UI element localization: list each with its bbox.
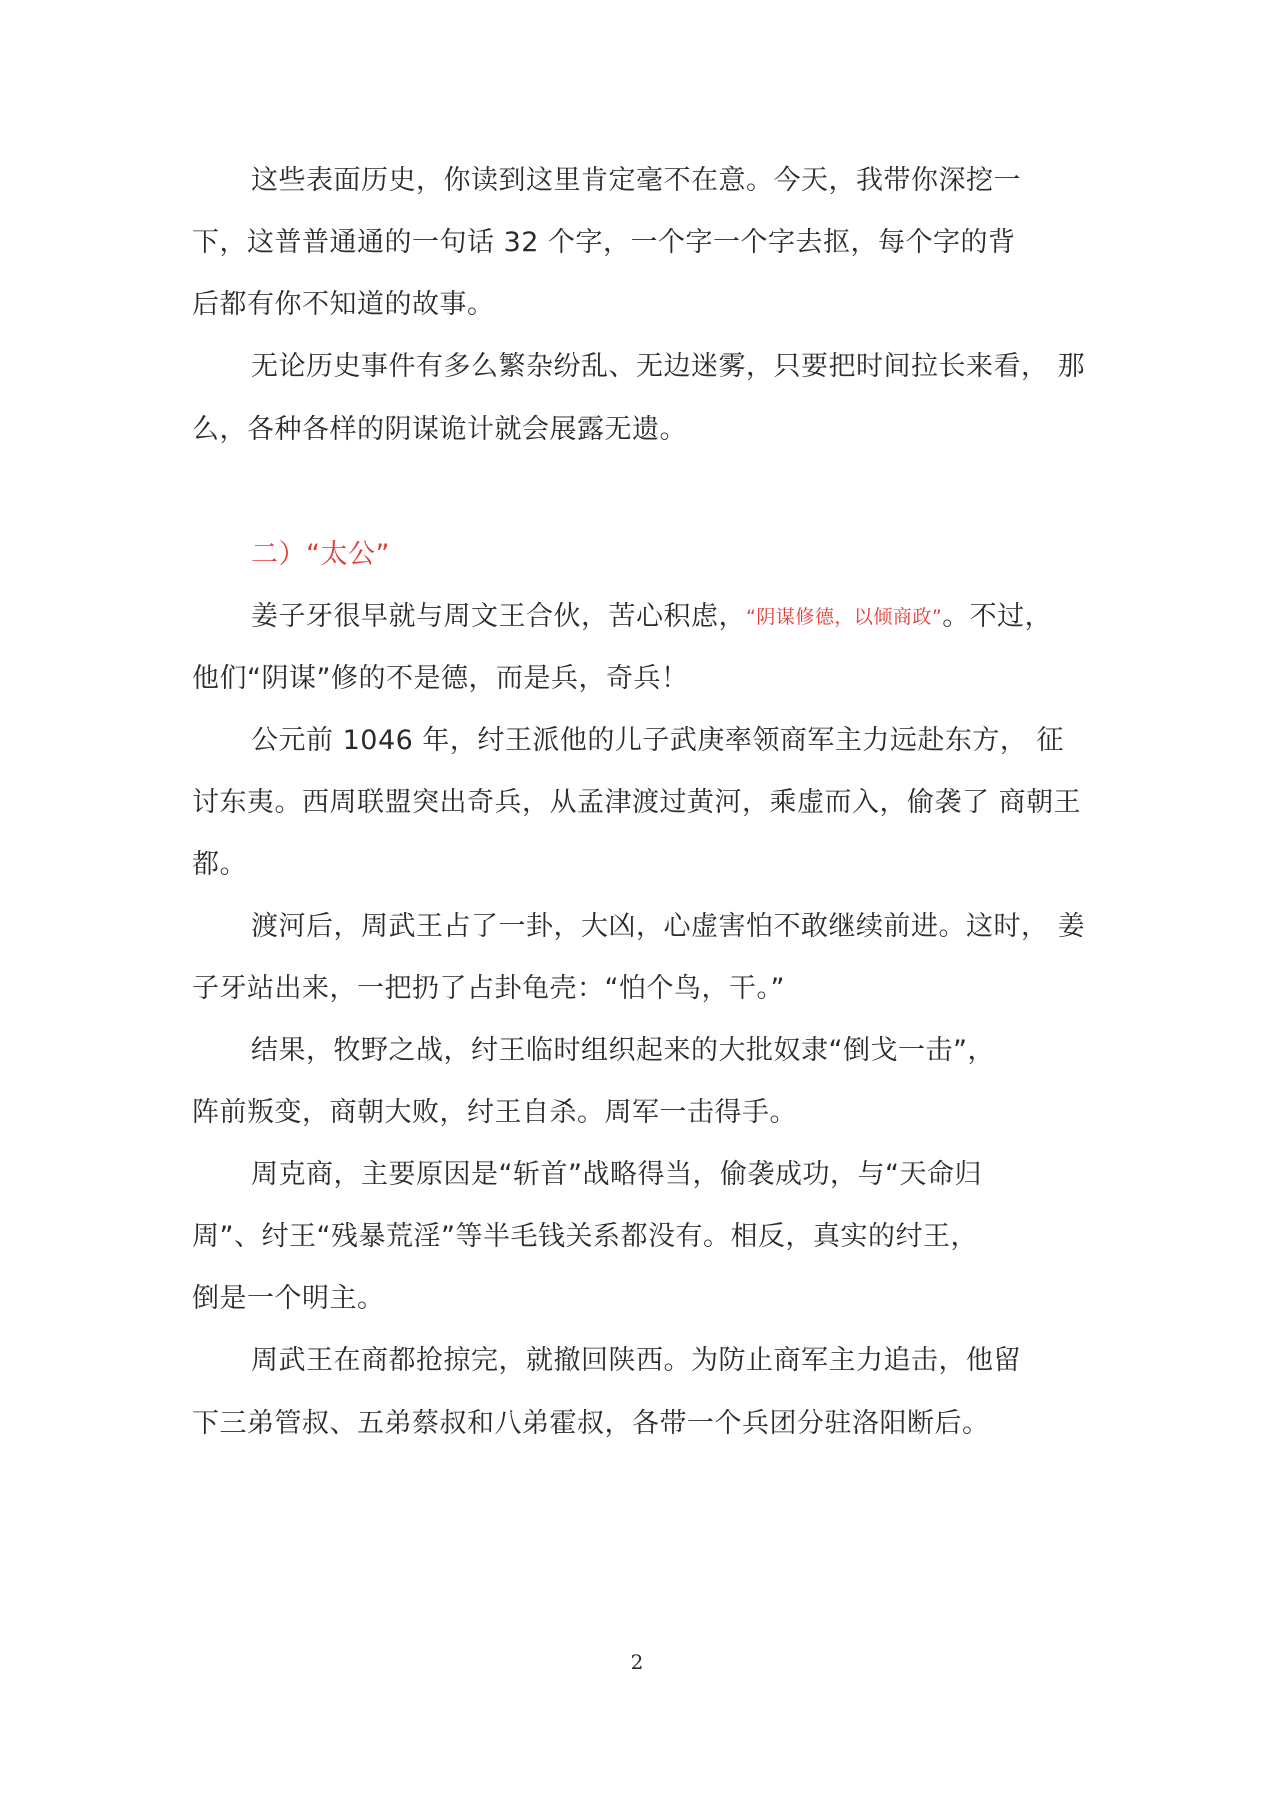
section-heading: 二）“太公” [251, 539, 390, 570]
paragraph-line: 无论历史事件有多么繁杂纷乱、无边迷雾，只要把时间拉长来看， 那 [251, 351, 1086, 382]
paragraph-line: 后都有你不知道的故事。 [192, 289, 495, 320]
paragraph-line: 下三弟管叔、五弟蔡叔和八弟霍叔，各带一个兵团分驻洛阳断后。 [192, 1408, 990, 1439]
paragraph-line: 周克商，主要原因是“斩首”战略得当，偷袭成功，与“天命归 [251, 1159, 982, 1190]
paragraph-line: 公元前 1046 年，纣王派他的儿子武庚率领商军主力远赴东方， 征 [251, 725, 1064, 756]
paragraph-line: 他们“阴谋”修的不是德，而是兵，奇兵！ [192, 663, 689, 694]
paragraph-line: 子牙站出来，一把扔了占卦龟壳：“怕个鸟，干。” [192, 973, 785, 1004]
paragraph-line: 倒是一个明主。 [192, 1283, 385, 1314]
paragraph-line [251, 597, 1052, 637]
text-run: 姜子牙很早就与周文王合伙，苦心积虑， [251, 601, 746, 632]
paragraph-line: 这些表面历史，你读到这里肯定毫不在意。今天，我带你深挖一 [251, 165, 1021, 196]
text-run: 。不过， [942, 601, 1053, 632]
page-number: 2 [630, 1650, 644, 1674]
highlighted-quote: “阴谋修德，以倾商政” [746, 606, 943, 628]
paragraph-line: 下，这普普通通的一句话 32 个字，一个字一个字去抠，每个字的背 [192, 227, 1016, 258]
paragraph-line: 结果，牧野之战，纣王临时组织起来的大批奴隶“倒戈一击”， [251, 1035, 995, 1066]
paragraph-line: 周”、纣王“残暴荒淫”等半毛钱关系都没有。相反，真实的纣王， [192, 1221, 978, 1252]
paragraph-line: 讨东夷。西周联盟突出奇兵，从孟津渡过黄河，乘虚而入，偷袭了 商朝王 [192, 787, 1082, 818]
paragraph-line: 阵前叛变，商朝大败，纣王自杀。周军一击得手。 [192, 1097, 797, 1128]
paragraph-line: 么，各种各样的阴谋诡计就会展露无遗。 [192, 414, 687, 445]
paragraph-line: 渡河后，周武王占了一卦，大凶，心虚害怕不敢继续前进。这时， 姜 [251, 911, 1086, 942]
paragraph-line: 都。 [192, 849, 247, 880]
paragraph-line: 周武王在商都抢掠完，就撤回陕西。为防止商军主力追击，他留 [251, 1345, 1021, 1376]
